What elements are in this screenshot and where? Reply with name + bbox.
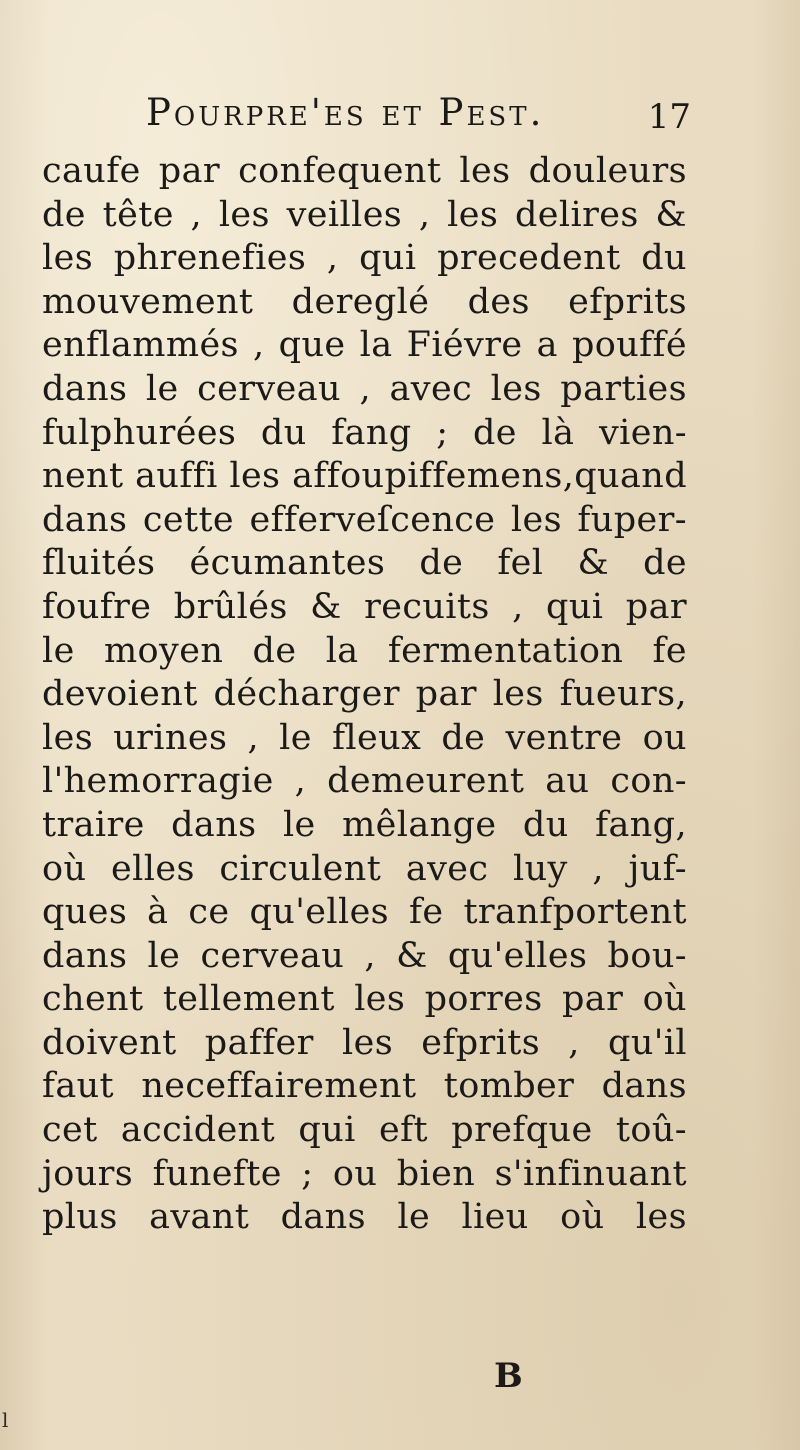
text-line: les phrenefies , qui precedent du [42,238,687,279]
text-line: enflammés , que la Fiévre a pouffé [42,325,687,366]
text-line: doivent paffer les efprits , qu'il [42,1022,687,1063]
text-line: devoient décharger par les fueurs, [42,674,687,715]
text-line: de tête , les veilles , les delires & [42,194,687,235]
text-line: plus avant dans le lieu où les [42,1197,687,1238]
text-line: dans le cerveau , avec les parties [42,368,687,409]
text-line: dans le cerveau , & qu'elles bou- [42,935,687,976]
text-line: dans cette efferveſcence les fuper- [42,499,687,540]
text-line: fluités écumantes de fel & de [42,543,687,584]
text-line: chent tellement les porres par où [42,979,687,1020]
corner-mark: l [2,1408,9,1432]
text-line: jours funefte ; ou bien s'infinuant [42,1153,687,1194]
text-line: où elles circulent avec luy , juf- [42,848,687,889]
signature-mark: B [494,1356,523,1396]
running-title: Pourpre'es et Pest. [146,91,545,134]
text-line: le moyen de la fermentation fe [42,630,687,671]
running-head [146,88,691,138]
text-line: traire dans le mêlange du fang, [42,804,687,845]
text-line: nent auffi les affoupiffemens,quand [42,456,687,497]
body-text [42,150,687,1240]
text-line: mouvement dereglé des efprits [42,281,687,322]
text-line: l'hemorragie , demeurent au con- [42,761,687,802]
text-line: faut neceffairement tomber dans [42,1066,687,1107]
text-line: cet accident qui eft prefque toû- [42,1110,687,1151]
text-line: foufre brûlés & recuits , qui par [42,586,687,627]
text-line: fulphurées du fang ; de là vien- [42,412,687,453]
page-number: 17 [647,97,691,137]
text-line: caufe par confequent les douleurs [42,151,687,191]
text-line: ques à ce qu'elles fe tranfportent [42,892,687,933]
text-line: les urines , le fleux de ventre ou [42,717,687,758]
